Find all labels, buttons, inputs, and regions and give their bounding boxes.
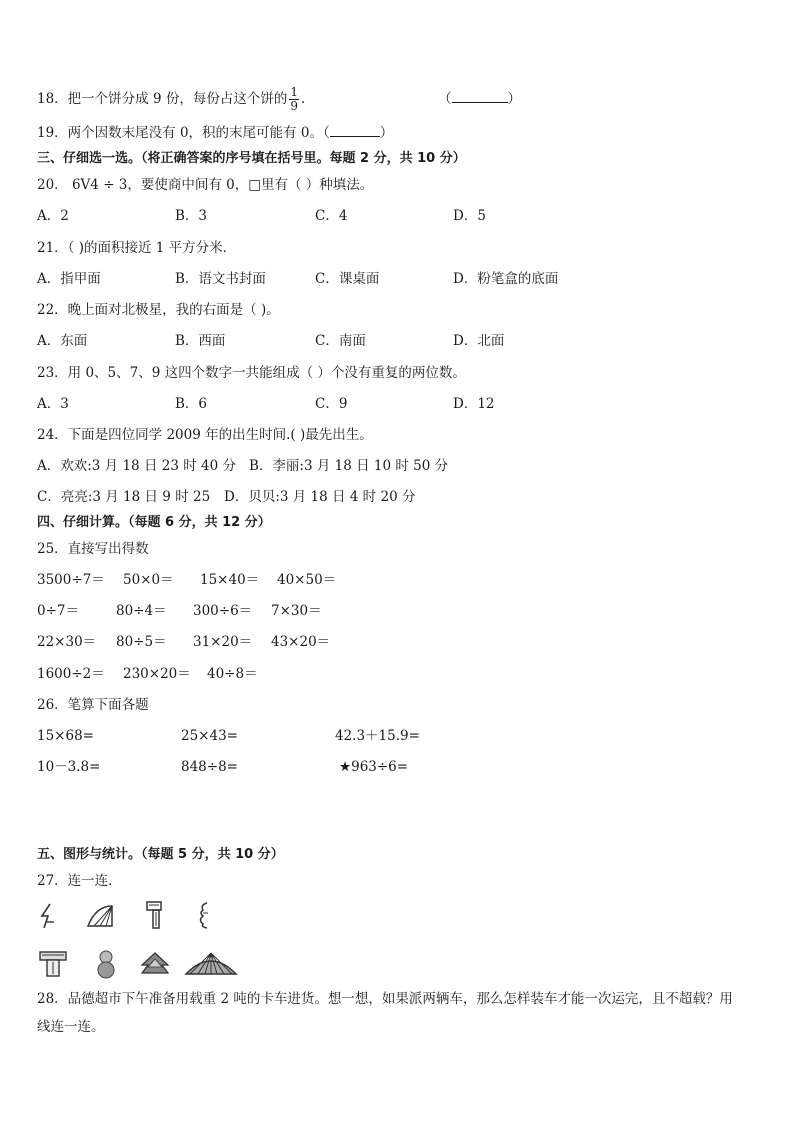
q25-item: 15×40＝ [200,572,260,588]
q25-item: 230×20＝ [123,666,191,682]
q21-option-c[interactable]: C．课桌面 [315,271,380,287]
paren-right: ） [507,91,521,107]
q21-text: 21．（ )的面积接近 1 平方分米． [37,240,237,256]
q23-text: 23．用 0、5、7、9 这四个数字一共能组成（ ）个没有重复的两位数。 [37,365,466,381]
q28-line-1: 28．品德超市下午准备用载重 2 吨的卡车进货。想一想，如果派两辆车，那么怎样装车才能一次运完，且不超载？用 [37,991,733,1007]
q22-option-d[interactable]: D．北面 [453,333,505,349]
q25-item: 300÷6＝ [193,603,253,619]
q25-item: 40÷8＝ [207,666,258,682]
q22-option-b[interactable]: B．西面 [175,333,226,349]
q23-option-b[interactable]: B．6 [175,396,208,412]
tree-icon[interactable] [140,951,170,977]
q24-option-c[interactable]: C．亮亮:3 月 18 日 9 时 25 [37,489,211,505]
q22-option-c[interactable]: C．南面 [315,333,366,349]
fraction-denominator: 9 [290,99,298,113]
umbrella-half-icon[interactable] [86,902,114,928]
q26-item: 10－3.8= [37,759,101,775]
q23-option-a[interactable]: A．3 [37,396,69,412]
q25-text: 25．直接写出得数 [37,541,149,557]
q24-option-b[interactable]: B．李丽:3 月 18 日 10 时 50 分 [249,458,449,474]
q18-answer [438,90,521,108]
house-half-icon[interactable] [145,900,163,930]
q25-item: 43×20＝ [271,634,331,650]
q20-option-a[interactable]: A．2 [37,208,69,224]
q26-item: 42.3＋15.9= [335,728,420,744]
q22-text: 22．晚上面对北极星，我的右面是（ )。 [37,302,280,318]
q27-text: 27．连一连． [37,873,122,889]
q25-item: 0÷7＝ [37,603,79,619]
q19-answer-blank[interactable] [330,124,380,137]
lightning-half-icon[interactable] [38,902,58,930]
fraction-numerator: 1 [290,85,298,99]
q18-end: ． [301,91,315,107]
q21-option-a[interactable]: A．指甲面 [37,271,101,287]
q26-item: ★963÷6= [339,759,409,775]
q26-text: 26．笔算下面各题 [37,697,149,713]
q25-item: 3500÷7＝ [37,572,105,588]
q26-item: 15×68= [37,728,94,744]
q26-item: 848÷8= [181,759,238,775]
house-icon[interactable] [38,950,68,978]
snowman-icon[interactable] [95,949,117,979]
fraction-one-ninth [289,86,299,113]
q25-item: 80÷5＝ [116,634,167,650]
q24-text: 24．下面是四位同学 2009 年的出生时间.( )最先出生。 [37,427,373,443]
q23-option-d[interactable]: D．12 [453,396,495,412]
section-5-heading: 五、图形与统计。（每题 5 分，共 10 分） [37,847,284,862]
q25-item: 40×50＝ [277,572,337,588]
q21-option-b[interactable]: B．语文书封面 [175,271,266,287]
figure-half-icon[interactable] [197,900,211,930]
section-4-heading: 四、仔细计算。（每题 6 分，共 12 分） [37,515,271,530]
q25-item: 80÷4＝ [116,603,167,619]
q20-text: 20． 6V4 ÷ 3，要使商中间有 0，□里有（ ）种填法。 [37,177,374,193]
q22-option-a[interactable]: A．东面 [37,333,88,349]
q20-option-d[interactable]: D．5 [453,208,486,224]
q20-option-c[interactable]: C．4 [315,208,348,224]
q19-text: 19．两个因数末尾没有 0，积的末尾可能有 0。（ [37,125,330,141]
paren-left: （ [438,91,452,107]
section-3-heading: 三、仔细选一选。（将正确答案的序号填在括号里。每题 2 分，共 10 分） [37,151,466,166]
q25-item: 1600÷2＝ [37,666,105,682]
q21-option-d[interactable]: D．粉笔盒的底面 [453,271,559,287]
q25-item: 22×30＝ [37,634,97,650]
q20-option-b[interactable]: B．3 [175,208,208,224]
q19 [37,124,393,142]
q18-text: 18．把一个饼分成 9 份，每份占这个饼的 [37,91,288,107]
q18 [37,86,315,113]
q24-option-d[interactable]: D．贝贝:3 月 18 日 4 时 20 分 [224,489,416,505]
q25-item: 31×20＝ [193,634,253,650]
q18-answer-blank[interactable] [452,90,508,103]
q28-line-2: 线连一连。 [37,1019,105,1035]
q26-item: 25×43= [181,728,238,744]
q25-item: 50×0＝ [123,572,174,588]
paren-right: ） [379,125,394,141]
q25-item: 7×30＝ [271,603,322,619]
umbrella-icon[interactable] [184,950,238,978]
q24-option-a[interactable]: A．欢欢:3 月 18 日 23 时 40 分 [37,458,236,474]
q23-option-c[interactable]: C．9 [315,396,348,412]
